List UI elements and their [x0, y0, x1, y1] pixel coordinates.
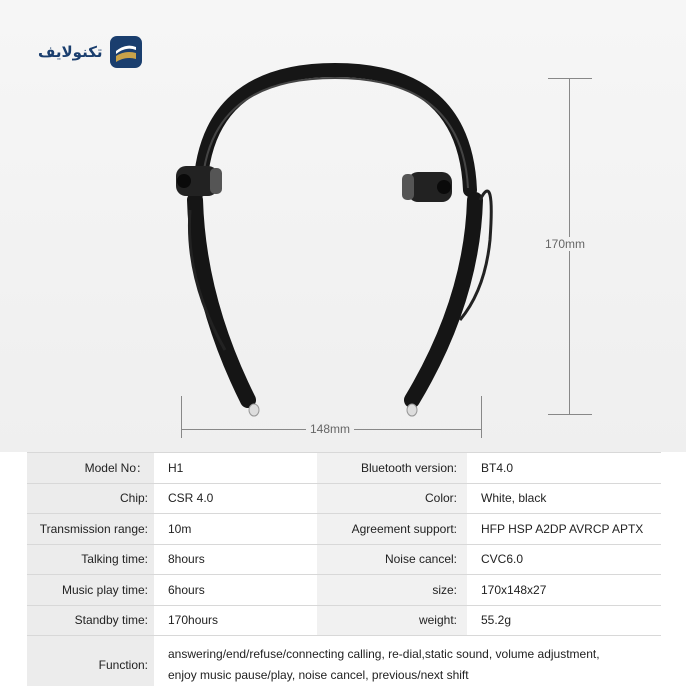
- spec-value: CSR 4.0: [154, 483, 317, 514]
- function-line-2: enjoy music pause/play, noise cancel, previous/next shift: [168, 667, 469, 682]
- table-row: [27, 514, 661, 545]
- table-row: [27, 453, 661, 484]
- spec-value: 8hours: [154, 544, 317, 575]
- spec-value: CVC6.0: [467, 544, 661, 575]
- table-row: [27, 605, 661, 636]
- spec-value: BT4.0: [467, 453, 661, 484]
- spec-label: Music play time:: [27, 575, 154, 606]
- spec-label: Color:: [317, 483, 467, 514]
- spec-label: Noise cancel:: [317, 544, 467, 575]
- spec-label: size:: [317, 575, 467, 606]
- spec-label: Chip:: [27, 483, 154, 514]
- function-label: Function:: [27, 636, 154, 686]
- spec-value: White, black: [467, 483, 661, 514]
- brand-logo[interactable]: [38, 34, 143, 70]
- spec-label: Model No：: [27, 453, 154, 484]
- spec-value: 170x148x27: [467, 575, 661, 606]
- table-row: [27, 575, 661, 606]
- width-dimension-cap-right: [481, 396, 482, 438]
- spec-value: HFP HSP A2DP AVRCP APTX: [467, 514, 661, 545]
- spec-label: Talking time:: [27, 544, 154, 575]
- height-dimension-cap-bottom: [548, 414, 592, 415]
- brand-logo-icon: [109, 35, 143, 69]
- table-row: [27, 483, 661, 514]
- brand-name: تکنولایف: [38, 43, 103, 61]
- spec-value: 170hours: [154, 605, 317, 636]
- width-dimension-label: 148mm: [306, 422, 354, 436]
- spec-label: Standby time:: [27, 605, 154, 636]
- spec-label: Agreement support:: [317, 514, 467, 545]
- spec-label: weight:: [317, 605, 467, 636]
- neckband-headphones-image: [150, 60, 520, 420]
- function-value: [154, 636, 661, 686]
- spec-label: Bluetooth version:: [317, 453, 467, 484]
- height-dimension-label: 170mm: [545, 237, 586, 251]
- height-dimension-cap-top: [548, 78, 592, 79]
- spec-value: 10m: [154, 514, 317, 545]
- width-dimension-cap-left: [181, 396, 182, 438]
- specifications-table: [27, 452, 661, 686]
- table-row: [27, 544, 661, 575]
- function-row: [27, 636, 661, 686]
- spec-label: Transmission range:: [27, 514, 154, 545]
- spec-value: 55.2g: [467, 605, 661, 636]
- spec-value: 6hours: [154, 575, 317, 606]
- spec-value: H1: [154, 453, 317, 484]
- function-line-1: answering/end/refuse/connecting calling, re-dial,static sound, volume adjustment,: [168, 646, 600, 661]
